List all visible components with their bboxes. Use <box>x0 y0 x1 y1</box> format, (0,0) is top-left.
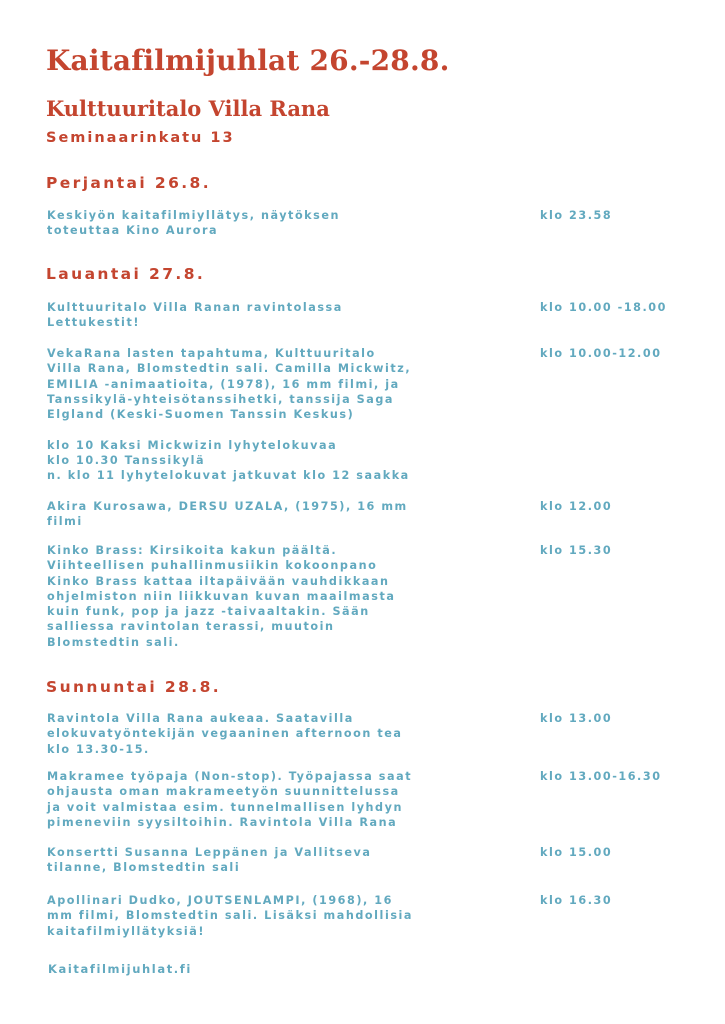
event-description: Keskiyön kaitafilmiyllätys, näytöksen toteuttaa Kino Aurora <box>47 209 341 238</box>
event-description: Kinko Brass: Kirsikoita kakun päältä. Viihteellisen puhallinmusiikin kokoonpano Kinko Brass kattaa iltapäivään vauhdikkaan ohjelmiston niin liikkuvan kuvan maailmasta kuin funk, pop ja jazz -taivaaltakin. Sään salliessa ravintolan terassi, muutoin Blomstedtin sali. <box>47 544 396 649</box>
event-time: klo 10.00 -18.00 <box>540 301 667 314</box>
event-description: VekaRana lasten tapahtuma, Kulttuuritalo Villa Rana, Blomstedtin sali. Camilla Mickwitz, EMILIA -animaatioita, (1978), 16 mm filmi, ja Tanssikylä-yhteisötanssihetki, tanssija Saga Elgland (Keski-Suomen Tanssin Keskus) klo 10 Kaksi Mickwizin lyhytelokuvaa klo 10.30 Tanssikylä n. klo 11 lyhytelokuvat jatkuvat klo 12 saakka <box>47 347 412 483</box>
day-heading-friday: Perjantai 26.8. <box>46 174 212 192</box>
event-description: Ravintola Villa Rana aukeaa. Saatavilla elokuvatyöntekijän vegaaninen afternoon tea klo 13.30-15. <box>47 712 403 756</box>
event-description: Apollinari Dudko, JOUTSENLAMPI, (1968), 16 mm filmi, Blomstedtin sali. Lisäksi mahdollisia kaitafilmiyllätyksiä! <box>47 894 414 938</box>
event-time: klo 16.30 <box>540 894 613 907</box>
event-description: Konsertti Susanna Leppänen ja Vallitseva tilanne, Blomstedtin sali <box>47 846 372 875</box>
event-time: klo 15.00 <box>540 846 613 859</box>
event-description: Kulttuuritalo Villa Ranan ravintolassa Lettukestit! <box>47 301 343 330</box>
event-time: klo 10.00-12.00 <box>540 347 662 360</box>
event-time: klo 13.00 <box>540 712 613 725</box>
day-heading-saturday: Lauantai 27.8. <box>46 265 206 283</box>
website-link[interactable]: Kaitafilmijuhlat.fi <box>48 962 192 976</box>
event-description: Akira Kurosawa, DERSU UZALA, (1975), 16 mm filmi <box>47 500 408 529</box>
event-time: klo 12.00 <box>540 500 613 513</box>
venue-address: Seminaarinkatu 13 <box>46 130 235 146</box>
event-time: klo 15.30 <box>540 544 613 557</box>
venue-name: Kulttuuritalo Villa Rana <box>46 96 330 121</box>
event-time: klo 13.00-16.30 <box>540 770 662 783</box>
event-time: klo 23.58 <box>540 209 613 222</box>
event-description: Makramee työpaja (Non-stop). Työpajassa saat ohjausta oman makrameetyön suunnittelussa ja voit valmistaa esim. tunnelmallisen lyhdyn pimeneviin syysiltoihin. Ravintola Villa Rana <box>47 770 413 829</box>
page-title: Kaitafilmijuhlat 26.-28.8. <box>46 44 450 77</box>
day-heading-sunday: Sunnuntai 28.8. <box>46 678 222 696</box>
